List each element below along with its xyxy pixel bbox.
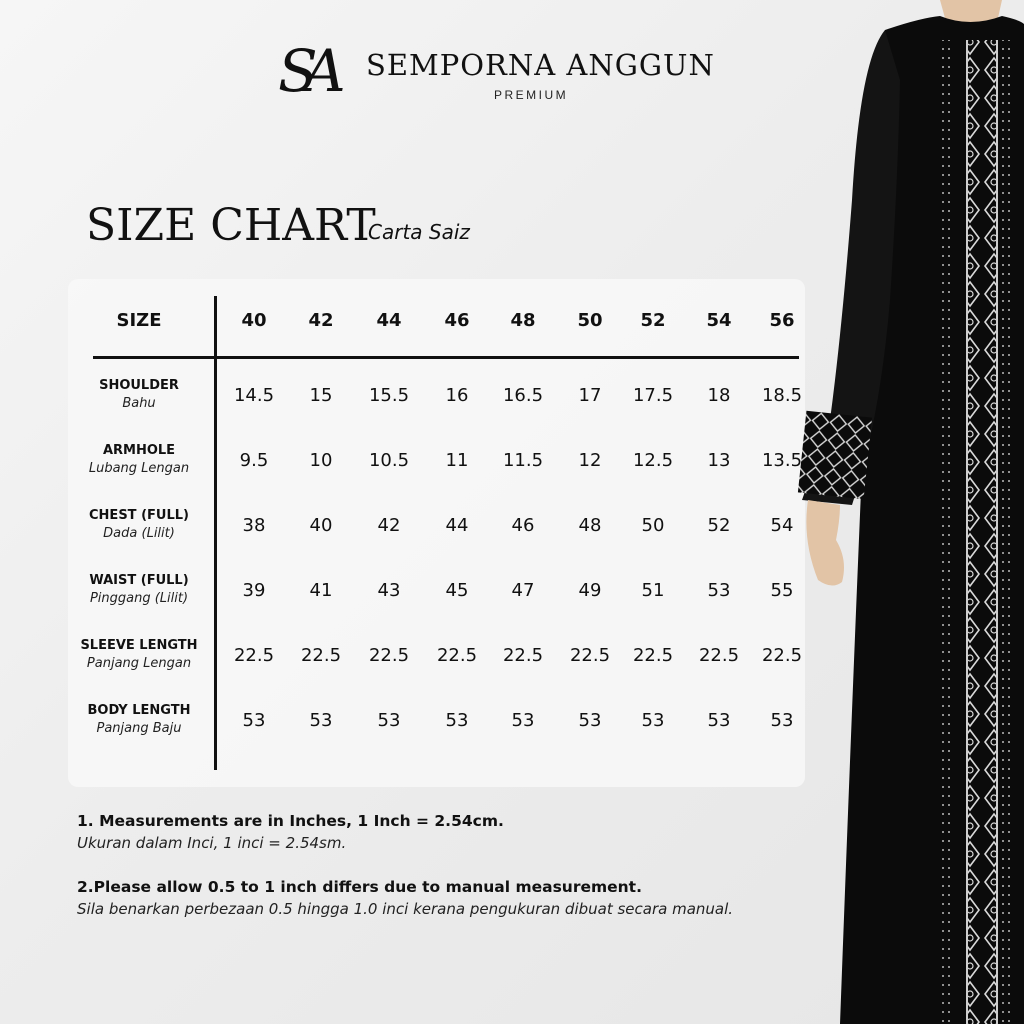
table-cell: 40	[309, 515, 333, 536]
table-cell: 13.5	[761, 450, 803, 471]
notes-section	[77, 810, 757, 942]
size-column-header: 48	[510, 310, 536, 331]
table-cell: 22.5	[569, 645, 611, 666]
note-item	[77, 810, 757, 854]
table-cell: 53	[445, 710, 469, 731]
size-column-header: 44	[376, 310, 402, 331]
table-cell: 53	[242, 710, 266, 731]
measurement-row-label	[66, 442, 212, 478]
monogram-logo: SA	[278, 37, 332, 105]
table-cell: 16.5	[502, 385, 544, 406]
table-cell: 13	[707, 450, 731, 471]
table-cell: 55	[770, 580, 794, 601]
table-cell: 11.5	[502, 450, 544, 471]
measurement-name: WAIST (FULL)	[89, 573, 189, 588]
table-cell: 22.5	[436, 645, 478, 666]
table-cell: 54	[770, 515, 794, 536]
measurement-row-label	[66, 702, 212, 738]
table-vertical-divider	[214, 296, 217, 770]
table-cell: 14.5	[233, 385, 275, 406]
table-cell: 39	[242, 580, 266, 601]
measurement-name-translation: Panjang Lengan	[86, 656, 192, 671]
measurement-name-translation: Bahu	[122, 396, 156, 411]
table-cell: 12	[578, 450, 602, 471]
table-cell: 11	[445, 450, 469, 471]
table-cell: 43	[377, 580, 401, 601]
table-cell: 53	[309, 710, 333, 731]
table-cell: 53	[511, 710, 535, 731]
measurement-row-label	[66, 377, 212, 413]
table-cell: 41	[309, 580, 333, 601]
table-cell: 22.5	[502, 645, 544, 666]
table-cell: 53	[770, 710, 794, 731]
table-cell: 50	[641, 515, 665, 536]
table-cell: 15	[309, 385, 333, 406]
measurement-name-translation: Pinggang (Lilit)	[89, 591, 189, 606]
measurement-name: SHOULDER	[99, 378, 179, 393]
table-cell: 17.5	[632, 385, 674, 406]
table-cell: 18.5	[761, 385, 803, 406]
table-cell: 52	[707, 515, 731, 536]
table-cell: 12.5	[632, 450, 674, 471]
measurement-row-label	[66, 637, 212, 673]
table-cell: 22.5	[761, 645, 803, 666]
note-text: 2.Please allow 0.5 to 1 inch differs due to manual measurement.	[77, 878, 642, 896]
measurement-name-translation: Lubang Lengan	[88, 461, 190, 476]
size-column-header: 52	[640, 310, 666, 331]
note-item	[77, 876, 757, 920]
table-cell: 46	[511, 515, 535, 536]
table-cell: 15.5	[368, 385, 410, 406]
brand-name: SEMPORNA ANGGUN	[366, 48, 715, 82]
embroidery-strip	[968, 40, 996, 1024]
table-cell: 53	[707, 580, 731, 601]
measurement-name: ARMHOLE	[102, 443, 176, 458]
note-translation: Ukuran dalam Inci, 1 inci = 2.54sm.	[77, 834, 347, 852]
table-cell: 17	[578, 385, 602, 406]
table-cell: 48	[578, 515, 602, 536]
table-cell: 53	[377, 710, 401, 731]
size-column-header: 40	[241, 310, 267, 331]
sleeve-cuff	[798, 411, 872, 499]
measurement-row-label	[66, 572, 212, 608]
size-column-header: 56	[769, 310, 795, 331]
size-header-label: SIZE	[116, 310, 162, 331]
measurement-name: CHEST (FULL)	[89, 508, 189, 523]
table-cell: 22.5	[632, 645, 674, 666]
dress-photo	[790, 0, 1024, 1024]
page-subtitle: Carta Saiz	[368, 220, 470, 244]
table-cell: 22.5	[300, 645, 342, 666]
size-column-header: 42	[308, 310, 334, 331]
note-translation: Sila benarkan perbezaan 0.5 hingga 1.0 inci kerana pengukuran dibuat secara manual.	[77, 900, 734, 918]
size-column-header: 50	[577, 310, 603, 331]
table-cell: 22.5	[698, 645, 740, 666]
table-cell: 22.5	[368, 645, 410, 666]
measurement-name: BODY LENGTH	[87, 703, 191, 718]
table-cell: 38	[242, 515, 266, 536]
table-header-divider	[93, 356, 799, 359]
table-cell: 53	[707, 710, 731, 731]
table-cell: 18	[707, 385, 731, 406]
measurement-name-translation: Dada (Lilit)	[103, 526, 175, 541]
table-cell: 9.5	[239, 450, 269, 471]
table-cell: 53	[641, 710, 665, 731]
table-cell: 22.5	[233, 645, 275, 666]
measurement-name-translation: Panjang Baju	[96, 721, 182, 736]
table-cell: 44	[445, 515, 469, 536]
measurement-row-label	[66, 507, 212, 543]
page-title: SIZE CHART	[86, 200, 376, 251]
table-cell: 53	[578, 710, 602, 731]
table-cell: 51	[641, 580, 665, 601]
table-cell: 10	[309, 450, 333, 471]
mannequin-hand	[806, 500, 844, 586]
bead-strip	[940, 40, 952, 1024]
size-column-header: 46	[444, 310, 470, 331]
table-cell: 16	[445, 385, 469, 406]
table-cell: 10.5	[368, 450, 410, 471]
table-cell: 49	[578, 580, 602, 601]
table-cell: 42	[377, 515, 401, 536]
brand-tier: PREMIUM	[494, 88, 569, 102]
size-column-header: 54	[706, 310, 732, 331]
table-cell: 47	[511, 580, 535, 601]
table-cell: 45	[445, 580, 469, 601]
brand-logo	[278, 36, 718, 116]
note-text: 1. Measurements are in Inches, 1 Inch = 2.54cm.	[77, 812, 504, 830]
measurement-name: SLEEVE LENGTH	[80, 638, 198, 653]
